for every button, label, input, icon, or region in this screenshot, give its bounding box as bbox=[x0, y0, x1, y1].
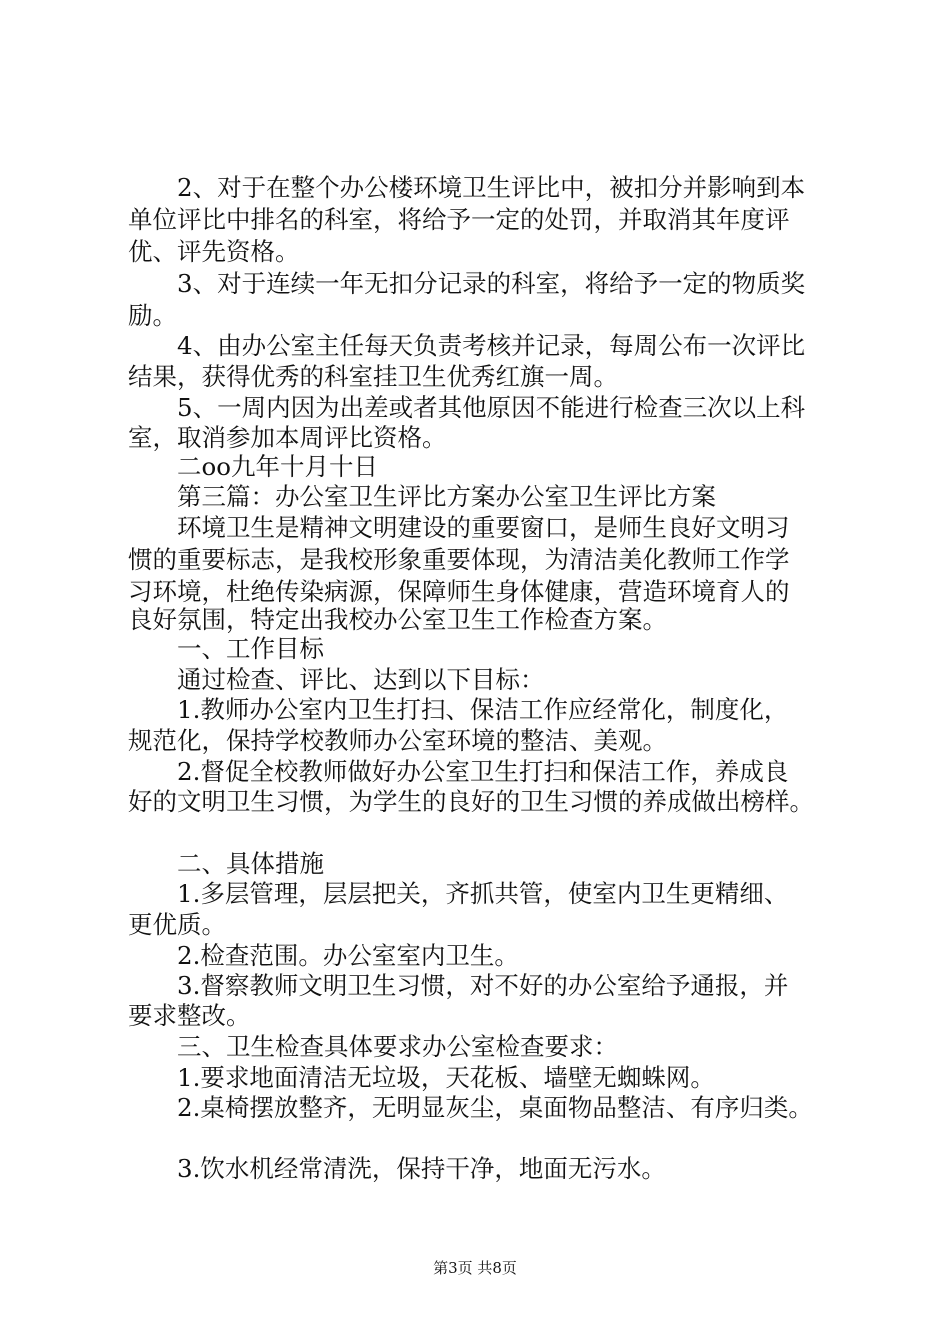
line-text: 2.检查范围。办公室室内卫生。 bbox=[177, 941, 519, 970]
line-text: 3.饮水机经常清洗，保持干净，地面无污水。 bbox=[177, 1154, 666, 1183]
line-text: 优、评先资格。 bbox=[128, 237, 300, 266]
line-text: 环境卫生是精神文明建设的重要窗口，是师生良好文明习 bbox=[177, 513, 790, 542]
line-text: 1.多层管理，层层把关，齐抓共管，使室内卫生更精细、 bbox=[177, 879, 789, 908]
line-text: 励。 bbox=[128, 301, 177, 330]
line-text: 4、由办公室主任每天负责考核并记录，每周公布一次评比 bbox=[177, 331, 806, 360]
line-text: 单位评比中排名的科室，将给予一定的处罚，并取消其年度评 bbox=[128, 205, 790, 234]
line-text: 1.教师办公室内卫生打扫、保洁工作应经常化，制度化， bbox=[177, 695, 789, 724]
line-text: 好的文明卫生习惯，为学生的良好的卫生习惯的养成做出榜样。 bbox=[128, 787, 814, 816]
line-text: 第三篇：办公室卫生评比方案办公室卫生评比方案 bbox=[177, 482, 716, 511]
line-text: 5、一周内因为出差或者其他原因不能进行检查三次以上科 bbox=[177, 393, 806, 422]
line-text: 惯的重要标志，是我校形象重要体现，为清洁美化教师工作学 bbox=[128, 545, 790, 574]
line-text: 3.督察教师文明卫生习惯，对不好的办公室给予通报，并 bbox=[177, 971, 789, 1000]
line-text: 1.要求地面清洁无垃圾，天花板、墙壁无蜘蛛网。 bbox=[177, 1063, 715, 1092]
line-text: 要求整改。 bbox=[128, 1001, 251, 1030]
line-text: 二、具体措施 bbox=[177, 849, 324, 878]
page-footer: 第3页 共8页 bbox=[433, 1259, 517, 1277]
line-text: 二oo九年十月十日 bbox=[177, 452, 378, 481]
line-text: 2.督促全校教师做好办公室卫生打扫和保洁工作，养成良 bbox=[177, 757, 789, 786]
line-text: 2.桌椅摆放整齐，无明显灰尘，桌面物品整洁、有序归类。 bbox=[177, 1093, 813, 1122]
line-text: 结果，获得优秀的科室挂卫生优秀红旗一周。 bbox=[128, 362, 618, 391]
line-text: 一、工作目标 bbox=[177, 634, 324, 663]
line-text: 习环境，杜绝传染病源，保障师生身体健康，营造环境育人的 bbox=[128, 577, 790, 606]
line-text: 3、对于连续一年无扣分记录的科室，将给予一定的物质奖 bbox=[177, 269, 806, 298]
line-text: 三、卫生检查具体要求办公室检查要求： bbox=[177, 1032, 618, 1061]
line-text: 规范化，保持学校教师办公室环境的整洁、美观。 bbox=[128, 726, 667, 755]
line-text: 良好氛围，特定出我校办公室卫生工作检查方案。 bbox=[128, 605, 667, 634]
line-text: 更优质。 bbox=[128, 910, 226, 939]
line-text: 通过检查、评比、达到以下目标： bbox=[177, 665, 545, 694]
line-text: 2、对于在整个办公楼环境卫生评比中，被扣分并影响到本 bbox=[177, 173, 806, 202]
line-text: 室，取消参加本周评比资格。 bbox=[128, 423, 447, 452]
